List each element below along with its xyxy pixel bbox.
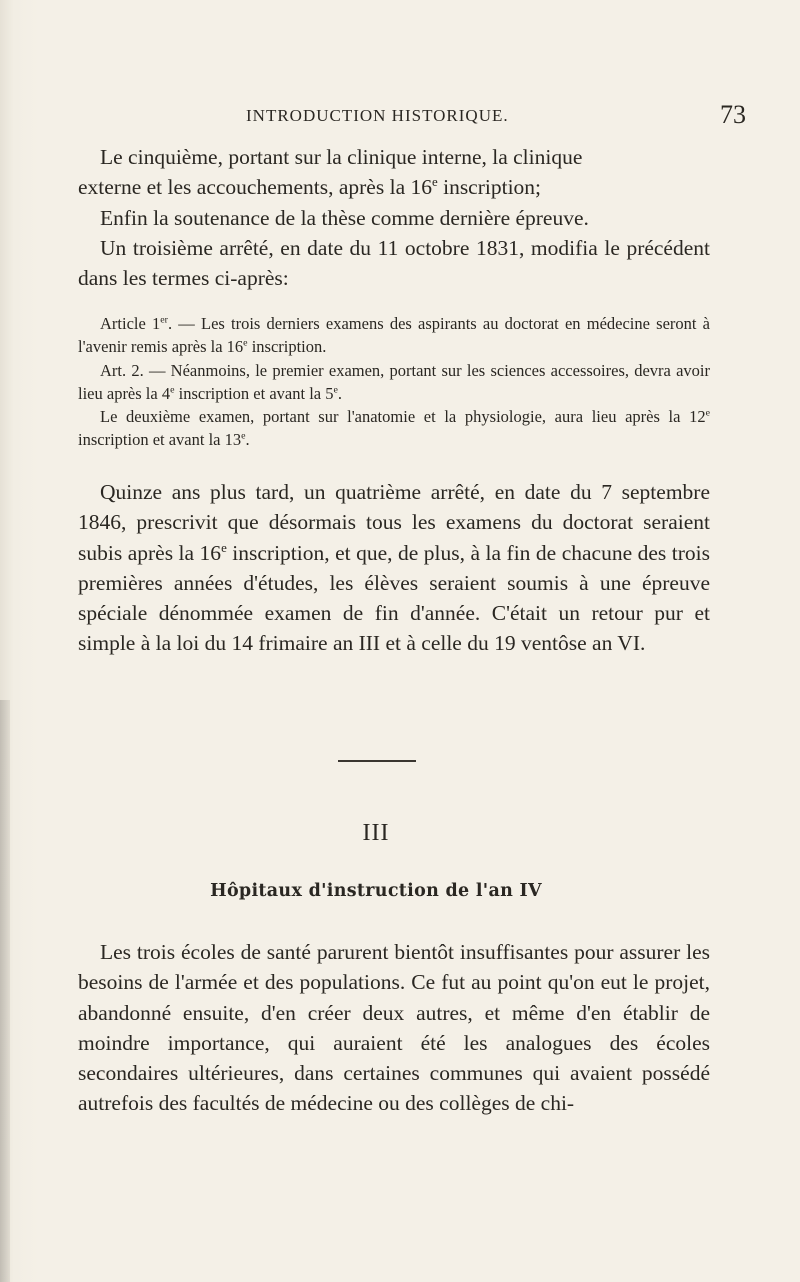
page-number: 73 — [720, 100, 746, 129]
paragraph-third-decree — [78, 233, 710, 294]
article-3 — [78, 405, 710, 452]
running-title: INTRODUCTION HISTORIQUE. — [246, 106, 509, 125]
paragraph-line — [78, 172, 710, 202]
paragraph-line — [78, 203, 710, 233]
superscript: e — [170, 384, 175, 396]
paragraph-health-schools — [78, 937, 710, 1119]
paragraph-line — [78, 142, 710, 172]
paragraph-text: Les trois écoles de santé parurent bientôt insuffisantes pour assurer les besoins de l'armée et des populations. Ce fut au point qu'on eut le projet, abandonné ensuite, d'en créer deux autres, et même d'en établir de moindre importance, qui auraient été les analogues des écoles secondaires ultérieures, dans certaines communes qui avaient possédé autrefois des facultés de médecine ou des collèges de chi- — [78, 940, 710, 1116]
section-divider — [338, 760, 416, 762]
section-number: III — [362, 820, 390, 846]
text-run: inscription, et que, de plus, à la fin de chacune des trois premières années d'études, les élèves seraient soumis à une épreuve spéciale dénommée examen de fin d'année. C'était un retour pur et simple à la loi du 14 frimaire an III et à celle du 19 ventôse an VI. — [78, 540, 710, 656]
superscript: e — [333, 384, 338, 396]
page-header — [0, 100, 800, 140]
text-run: . — [337, 383, 342, 403]
text-run: Enfin la soutenance de la thèse comme dernière épreuve. — [100, 205, 589, 230]
superscript: e — [243, 337, 248, 349]
page-binding-shadow — [0, 700, 10, 1282]
text-run: Article 1 — [100, 314, 161, 333]
text-run: inscription et avant la 5 — [174, 383, 334, 403]
article-1 — [78, 312, 710, 359]
text-run: . — Les trois derniers examens des aspirants au doctorat en médecine seront à l'avenir remis après la 16 — [78, 314, 711, 357]
decree-quotation — [78, 312, 710, 452]
text-run: externe et les accouchements, après la 16 — [78, 175, 432, 200]
text-run: inscription et avant la 13 — [78, 430, 242, 450]
text-run: inscription. — [247, 337, 327, 357]
paragraph-text — [78, 477, 710, 659]
text-run: Le cinquième, portant sur la clinique interne, la clinique — [100, 145, 583, 169]
superscript: e — [705, 407, 710, 419]
paragraph-fourth-decree — [78, 477, 710, 659]
superscript: er — [160, 314, 168, 326]
superscript: e — [221, 540, 227, 555]
paragraph-fifth-exam — [78, 142, 710, 233]
superscript: e — [431, 175, 438, 190]
text-run: inscription; — [437, 175, 542, 200]
text-run: Quinze ans plus tard, un quatrième arrêté, en date du 7 septembre 1846, prescrivit que désormais tous les examens du doctorat seraient subis après la 16 — [78, 480, 710, 565]
paragraph-text: Un troisième arrêté, en date du 11 octobre 1831, modifia le précédent dans les termes ci-après: — [78, 236, 710, 291]
superscript: e — [241, 430, 246, 442]
section-title: Hôpitaux d'instruction de l'an IV — [210, 881, 542, 901]
text-run: Art. 2. — Néanmoins, le premier examen, portant sur les sciences accessoires, devra avoir lieu après la 4 — [78, 360, 710, 403]
text-run: . — [245, 430, 250, 450]
article-2 — [78, 359, 710, 406]
text-run: Le deuxième examen, portant sur l'anatomie et la physiologie, aura lieu après la 12 — [100, 407, 706, 427]
